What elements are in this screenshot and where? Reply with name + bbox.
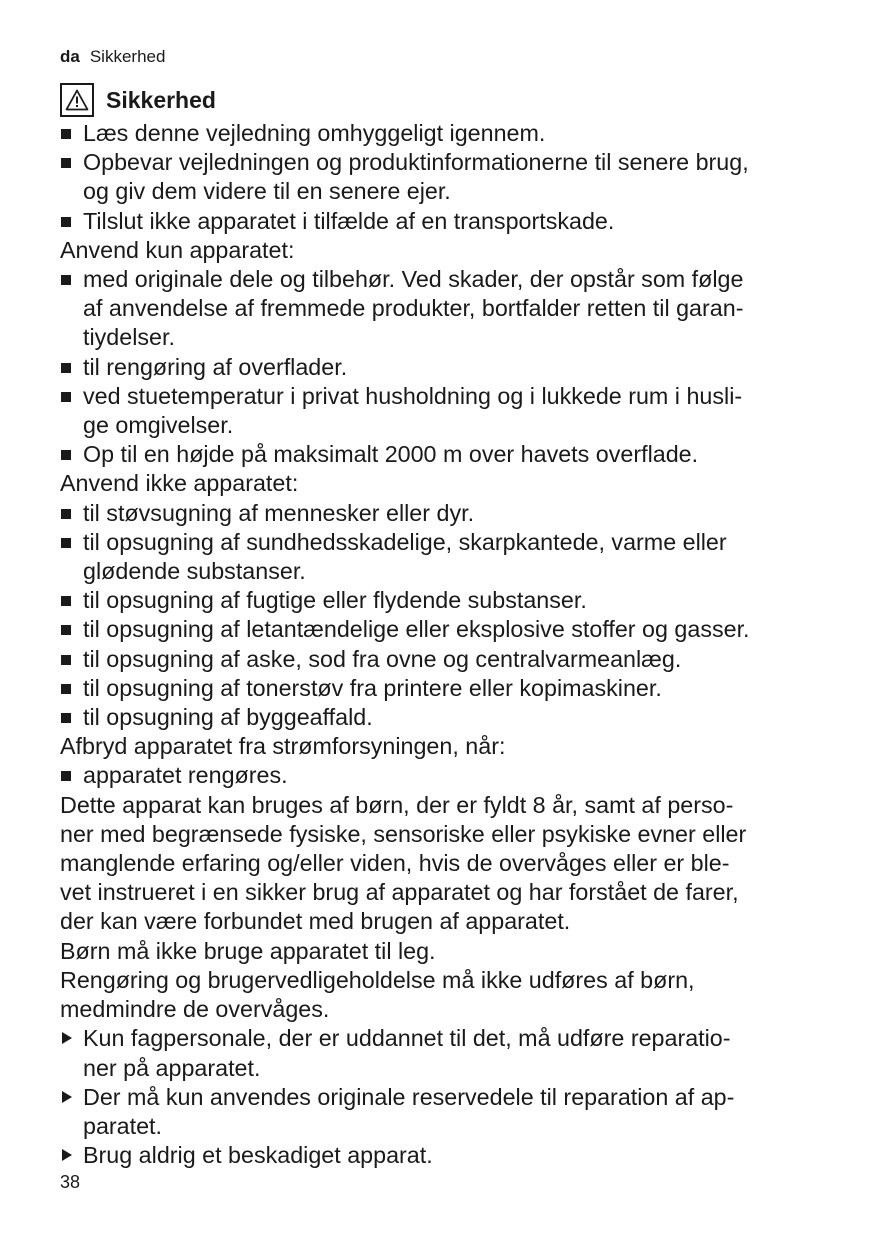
text-line: Læs denne vejledning omhyggeligt igennem. (83, 120, 546, 146)
paragraph-do-not-use: Anvend ikke apparatet: (60, 470, 299, 497)
bullet-list-use-only (60, 265, 830, 469)
square-bullet-icon (60, 674, 83, 703)
text-line: Børn må ikke bruge apparatet til leg. (60, 937, 436, 964)
text-line: ner med begrænsede fysiske, sensoriske eller psykiske evner eller (60, 820, 747, 847)
text-line: Rengøring og brugervedligeholdelse må ikke udføres af børn, (60, 966, 695, 993)
text-line: Tilslut ikke apparatet i tilfælde af en transportskade. (83, 207, 615, 234)
text-line: glødende substanser. (83, 558, 306, 585)
page-number: 38 (60, 1172, 81, 1192)
warning-triangle-glyph (65, 89, 89, 111)
list-item-text (83, 1083, 830, 1141)
square-bullet-icon (60, 382, 83, 440)
safety-content (60, 119, 830, 1170)
text-line: til opsugning af letantændelige eller eksplosive stoffer og gasser. (83, 616, 750, 643)
square-bullet-icon (60, 207, 83, 236)
triangle-arrow-icon (60, 1083, 83, 1141)
text-line: til støvsugning af mennesker eller dyr. (83, 499, 475, 526)
list-item (60, 1024, 830, 1082)
square-bullet-icon (60, 586, 83, 615)
list-item (60, 586, 830, 615)
warning-triangle-icon (60, 83, 94, 117)
triangle-arrow-icon (60, 1141, 83, 1170)
list-item-text (83, 761, 830, 790)
text-line: til opsugning af tonerstøv fra printere eller kopimaskiner. (83, 674, 662, 701)
list-item (60, 382, 830, 440)
list-item-text (83, 586, 830, 615)
text-line: manglende erfaring og/eller viden, hvis de overvåges eller er ble- (60, 850, 730, 877)
bullet-list-do-not-use (60, 499, 830, 733)
square-bullet-icon (60, 615, 83, 644)
text-line: til opsugning af sundhedsskadelige, skarpkantede, varme eller (83, 528, 727, 555)
list-item-text (83, 148, 830, 206)
header-section: Sikkerhed (89, 47, 166, 66)
list-item-text (83, 382, 830, 440)
list-item (60, 615, 830, 644)
text-line: Brug aldrig et beskadiget apparat. (83, 1142, 433, 1169)
list-item (60, 353, 830, 382)
text-line: der kan være forbundet med brugen af apparatet. (60, 908, 571, 935)
text-line: tiydelser. (83, 324, 175, 351)
list-item (60, 119, 830, 148)
list-item (60, 645, 830, 674)
list-item-text (83, 1141, 830, 1170)
list-item-text (83, 207, 830, 236)
text-line: Der må kun anvendes originale reservedele til reparation af ap- (83, 1083, 735, 1110)
paragraph-disconnect: Afbryd apparatet fra strømforsyningen, når: (60, 733, 506, 760)
text-line: Dette apparat kan bruges af børn, der er fyldt 8 år, samt af perso- (60, 791, 734, 818)
list-item (60, 440, 830, 469)
list-item (60, 528, 830, 586)
square-bullet-icon (60, 119, 83, 148)
list-item-text (83, 499, 830, 528)
list-item (60, 674, 830, 703)
text-line: ved stuetemperatur i privat husholdning og i lukkede rum i husli- (83, 382, 743, 409)
language-code: da (60, 47, 80, 66)
square-bullet-icon (60, 528, 83, 586)
action-list-repairs (60, 1024, 830, 1170)
list-item (60, 1083, 830, 1141)
paragraph-no-play (60, 937, 830, 966)
running-header (60, 47, 165, 67)
page-title: Sikkerhed (106, 86, 216, 113)
square-bullet-icon (60, 148, 83, 206)
text-line: til opsugning af aske, sod fra ovne og centralvarmeanlæg. (83, 645, 682, 672)
text-line: Kun fagpersonale, der er uddannet til det, må udføre reparatio- (83, 1025, 731, 1052)
text-line: til opsugning af fugtige eller flydende substanser. (83, 587, 587, 614)
square-bullet-icon (60, 499, 83, 528)
text-line: til rengøring af overflader. (83, 353, 348, 380)
list-item-text (83, 353, 830, 382)
list-item (60, 148, 830, 206)
square-bullet-icon (60, 353, 83, 382)
square-bullet-icon (60, 761, 83, 790)
list-item-text (83, 1024, 830, 1082)
list-item (60, 761, 830, 790)
text-line: Op til en højde på maksimalt 2000 m over havets overflade. (83, 441, 699, 468)
text-line: ner på apparatet. (83, 1054, 261, 1081)
list-item (60, 265, 830, 353)
list-item-text (83, 703, 830, 732)
bullet-list-disconnect (60, 761, 830, 790)
text-line: paratet. (83, 1112, 163, 1139)
text-line: til opsugning af byggeaffald. (83, 704, 373, 731)
list-item-text (83, 265, 830, 353)
list-item (60, 499, 830, 528)
square-bullet-icon (60, 265, 83, 353)
square-bullet-icon (60, 440, 83, 469)
list-item (60, 207, 830, 236)
paragraph-cleaning (60, 966, 830, 1024)
triangle-arrow-icon (60, 1024, 83, 1082)
text-line: Opbevar vejledningen og produktinformationerne til senere brug, (83, 149, 749, 176)
list-item-text (83, 645, 830, 674)
list-item-text (83, 528, 830, 586)
text-line: af anvendelse af fremmede produkter, bortfalder retten til garan- (83, 295, 744, 322)
text-line: og giv dem videre til en senere ejer. (83, 178, 451, 205)
list-item-text (83, 674, 830, 703)
square-bullet-icon (60, 703, 83, 732)
text-line: apparatet rengøres. (83, 762, 288, 789)
list-item-text (83, 119, 830, 148)
section-heading (60, 83, 216, 117)
text-line: ge omgivelser. (83, 412, 234, 439)
list-item (60, 703, 830, 732)
list-item (60, 1141, 830, 1170)
text-line: med originale dele og tilbehør. Ved skader, der opstår som følge (83, 266, 744, 293)
list-item-text (83, 615, 830, 644)
bullet-list-general (60, 119, 830, 236)
list-item-text (83, 440, 830, 469)
text-line: medmindre de overvåges. (60, 996, 330, 1023)
text-line: vet instrueret i en sikker brug af apparatet og har forstået de farer, (60, 879, 739, 906)
paragraph-children (60, 791, 830, 937)
paragraph-use-only: Anvend kun apparatet: (60, 236, 295, 263)
square-bullet-icon (60, 645, 83, 674)
